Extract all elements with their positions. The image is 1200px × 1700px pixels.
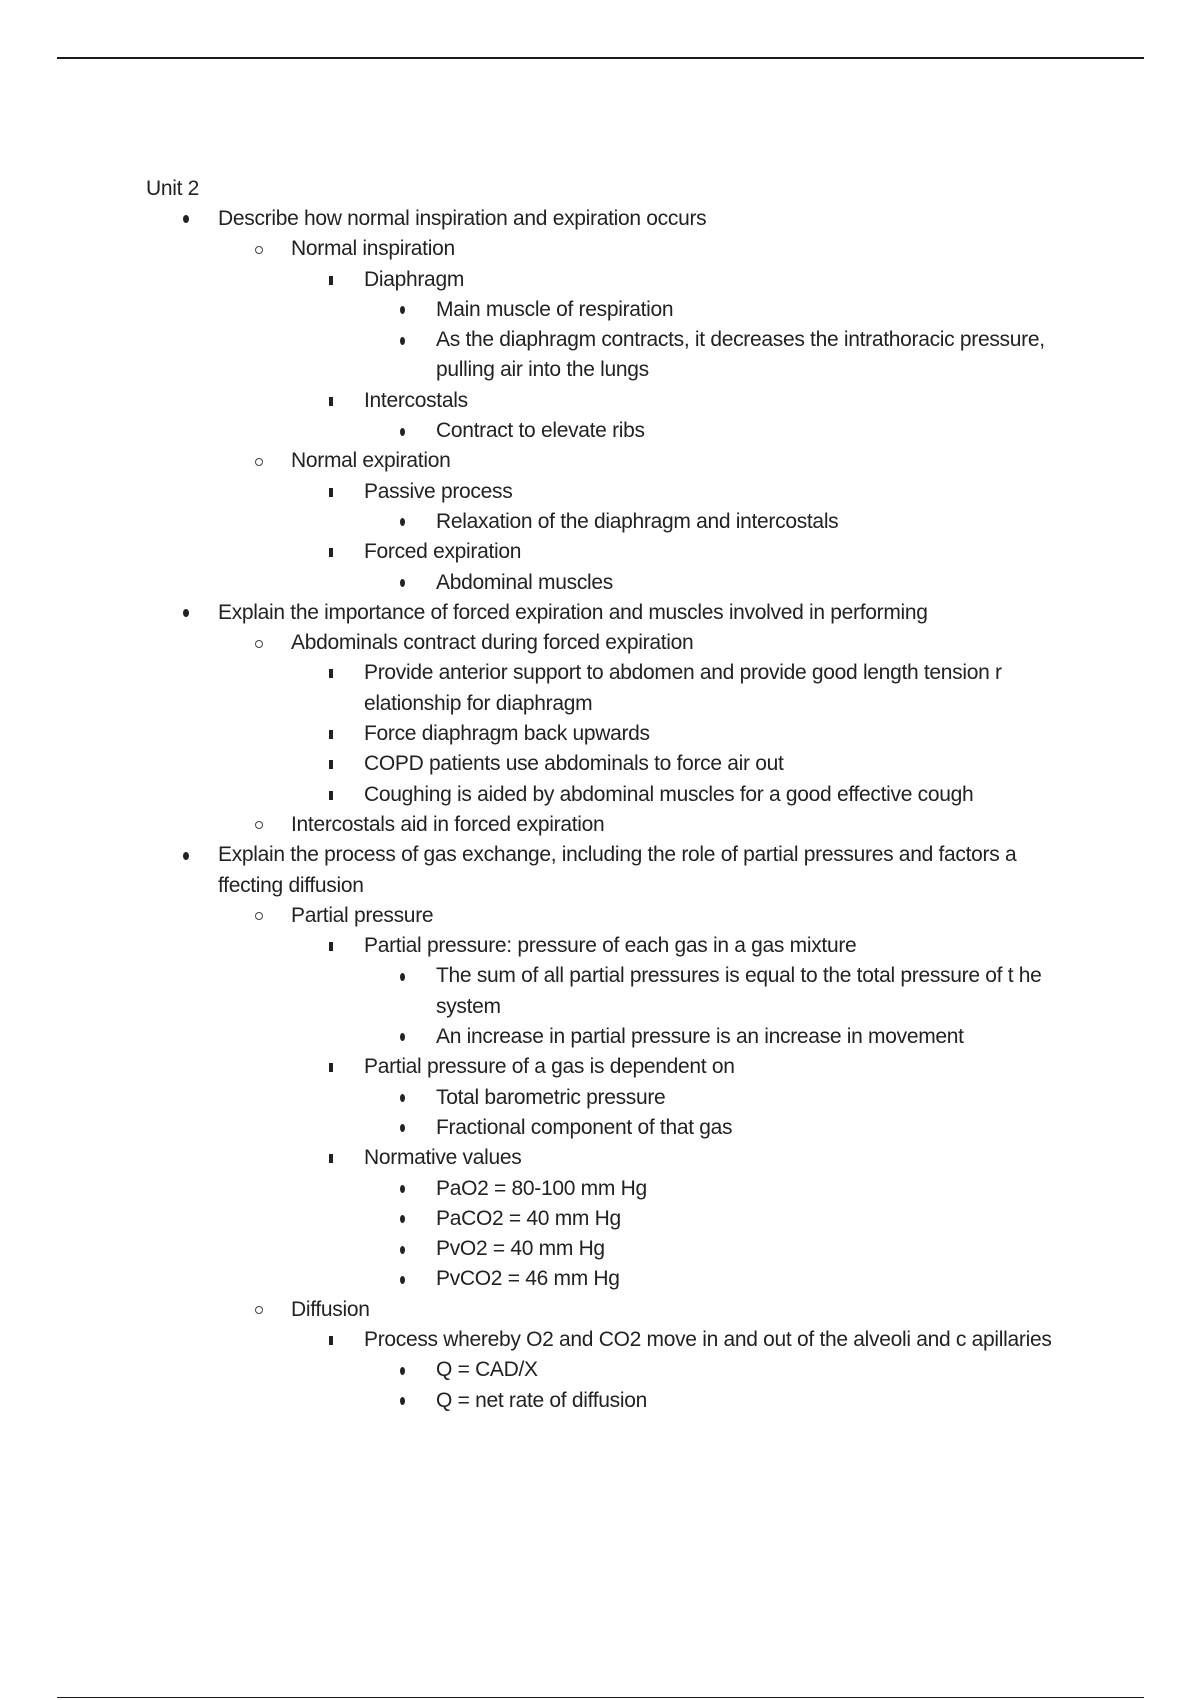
list-item: [0, 1325, 1054, 1355]
bullet-icon: [329, 749, 333, 779]
list-item: [0, 234, 1081, 264]
list-item-text: Coughing is aided by abdominal muscles for a good effective cough: [364, 782, 974, 806]
list-item: [0, 901, 1081, 931]
page-title: Unit 2: [146, 177, 200, 200]
list-item-text: PaCO2 = 40 mm Hg: [436, 1206, 621, 1230]
list-item-text: PvCO2 = 46 mm Hg: [436, 1267, 620, 1291]
list-item-text: Normal inspiration: [291, 237, 455, 261]
list-item: [0, 446, 1081, 476]
list-item: [0, 416, 1056, 446]
bullet-icon: [255, 901, 263, 931]
bullet-icon: [255, 810, 263, 840]
bullet-icon: [329, 1052, 333, 1082]
bullet-icon: [400, 1234, 405, 1264]
bullet-icon: [329, 658, 333, 688]
list-item-text: Passive process: [364, 479, 513, 503]
list-item: [0, 1113, 1056, 1143]
list-item: [0, 1083, 1056, 1113]
list-item: [0, 719, 1054, 749]
list-item: [0, 840, 1084, 901]
list-item-text: PaO2 = 80-100 mm Hg: [436, 1176, 647, 1200]
list-item: [0, 1022, 1056, 1052]
list-item-text: The sum of all partial pressures is equal to the total pressure of t he system: [436, 964, 1042, 1018]
bullet-icon: [400, 568, 405, 598]
list-item: [0, 1234, 1056, 1264]
list-item: [0, 265, 1054, 295]
bullet-icon: [400, 1083, 405, 1113]
list-item: [0, 295, 1056, 325]
list-item-text: Normative values: [364, 1146, 522, 1170]
list-item-text: An increase in partial pressure is an increase in movement: [436, 1025, 964, 1049]
list-item: [0, 961, 1056, 1022]
list-item-text: Forced expiration: [364, 540, 522, 564]
list-item-text: Partial pressure of a gas is dependent on: [364, 1055, 735, 1079]
bullet-icon: [400, 295, 405, 325]
list-item-text: Diffusion: [291, 1297, 370, 1321]
list-item: [0, 537, 1054, 567]
list-item-text: Relaxation of the diaphragm and intercostals: [436, 509, 839, 533]
list-item: [0, 1204, 1056, 1234]
list-item-text: Q = CAD/X: [436, 1358, 538, 1382]
list-item-text: Contract to elevate ribs: [436, 419, 645, 443]
bullet-icon: [183, 204, 189, 234]
list-item: [0, 1143, 1054, 1173]
list-item: [0, 325, 1056, 386]
bottom-rule: [57, 1697, 1144, 1698]
list-item-text: Total barometric pressure: [436, 1085, 666, 1109]
list-item-text: Normal expiration: [291, 449, 451, 473]
list-item: [0, 931, 1054, 961]
list-item: [0, 1174, 1056, 1204]
bullet-icon: [329, 265, 333, 295]
list-item-text: Explain the process of gas exchange, including the role of partial pressures and factors a ffecting diffusion: [218, 843, 1017, 897]
list-item: [0, 749, 1054, 779]
bullet-icon: [400, 1022, 405, 1052]
bullet-icon: [329, 477, 333, 507]
bullet-icon: [329, 1143, 333, 1173]
bullet-icon: [400, 961, 405, 991]
list-item-text: PvO2 = 40 mm Hg: [436, 1237, 605, 1261]
list-item-text: Force diaphragm back upwards: [364, 722, 650, 746]
bullet-icon: [255, 234, 263, 264]
list-item: [0, 1264, 1056, 1294]
list-item: [0, 477, 1054, 507]
bullet-icon: [400, 1386, 405, 1416]
bullet-icon: [400, 416, 405, 446]
list-item-text: Provide anterior support to abdomen and provide good length tension r elationship for diaphragm: [364, 661, 1002, 715]
list-item: [0, 204, 1084, 234]
list-item-text: Q = net rate of diffusion: [436, 1388, 648, 1412]
list-item-text: Main muscle of respiration: [436, 297, 674, 321]
list-item: [0, 386, 1054, 416]
bullet-icon: [183, 598, 189, 628]
bullet-icon: [400, 1204, 405, 1234]
bullet-icon: [400, 1113, 405, 1143]
list-item: [0, 658, 1054, 719]
bullet-icon: [255, 446, 263, 476]
list-item-text: COPD patients use abdominals to force air out: [364, 752, 784, 776]
list-item: [0, 1355, 1056, 1385]
list-item: [0, 598, 1084, 628]
list-item-text: Partial pressure: [291, 903, 434, 927]
list-item-text: Fractional component of that gas: [436, 1115, 733, 1139]
list-item-text: Partial pressure: pressure of each gas in a gas mixture: [364, 934, 857, 958]
bullet-icon: [400, 1355, 405, 1385]
list-item: [0, 628, 1081, 658]
list-item: [0, 507, 1056, 537]
list-item-text: Diaphragm: [364, 267, 465, 291]
list-item-text: Explain the importance of forced expiration and muscles involved in performing: [218, 600, 928, 624]
bullet-icon: [400, 507, 405, 537]
list-item: [0, 810, 1081, 840]
list-item: [0, 568, 1056, 598]
list-item-text: Describe how normal inspiration and expiration occurs: [218, 207, 707, 230]
list-item-text: Process whereby O2 and CO2 move in and out of the alveoli and c apillaries: [364, 1327, 1052, 1351]
list-item-text: Intercostals: [364, 388, 468, 412]
bullet-icon: [400, 1264, 405, 1294]
list-item: [0, 1386, 1056, 1416]
bullet-icon: [329, 386, 333, 416]
list-item: [0, 780, 1054, 810]
list-item: [0, 1295, 1081, 1325]
list-item-text: As the diaphragm contracts, it decreases the intrathoracic pressure, pulling air into the lungs: [436, 328, 1045, 382]
list-item: [0, 1052, 1054, 1082]
bullet-icon: [400, 1174, 405, 1204]
bullet-icon: [183, 840, 189, 870]
bullet-icon: [329, 931, 333, 961]
top-rule: [57, 57, 1144, 59]
bullet-icon: [329, 1325, 333, 1355]
bullet-icon: [255, 628, 263, 658]
bullet-icon: [400, 325, 405, 355]
bullet-icon: [329, 719, 333, 749]
list-item-text: Abdominals contract during forced expiration: [291, 631, 694, 655]
outline-list: [0, 204, 1200, 1416]
bullet-icon: [329, 780, 333, 810]
list-item-text: Abdominal muscles: [436, 570, 613, 594]
bullet-icon: [329, 537, 333, 567]
bullet-icon: [255, 1295, 263, 1325]
list-item-text: Intercostals aid in forced expiration: [291, 812, 605, 836]
